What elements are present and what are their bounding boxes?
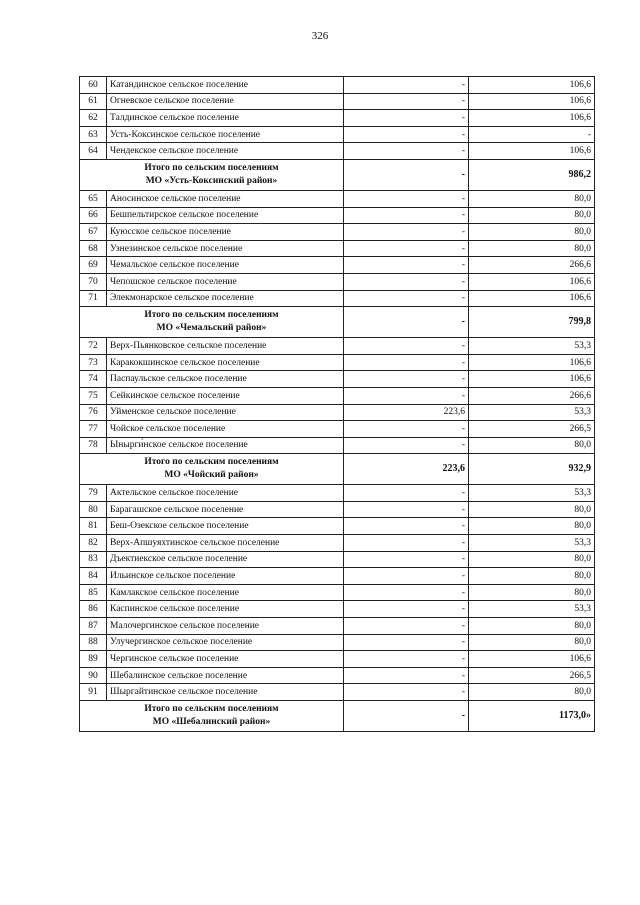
value-col-2: 266,5: [469, 421, 595, 438]
table-row: [80, 257, 595, 274]
settlement-name: Камлакское сельское поселение: [107, 584, 344, 601]
subtotal-label-line2: МО «Чойский район»: [164, 470, 259, 481]
settlement-name: Ынырги́нское сельское поселение: [107, 437, 344, 454]
table-row: [80, 651, 595, 668]
settlement-name: Усть-Коксинское сельское поселение: [107, 126, 344, 143]
table-row: [80, 387, 595, 404]
settlement-name: Чепошское сельское поселение: [107, 273, 344, 290]
subtotal-label-line1: Итого по сельским поселениям: [144, 457, 279, 468]
settlement-name: Улучергинское сельское поселение: [107, 634, 344, 651]
row-number: 91: [80, 684, 107, 701]
subtotal-label-line1: Итого по сельским поселениям: [144, 162, 279, 173]
table-row: [80, 568, 595, 585]
value-col-2: 106,6: [469, 273, 595, 290]
table-row: [80, 437, 595, 454]
settlement-name: Малочергинское сельское поселение: [107, 618, 344, 635]
value-col-2: -: [469, 126, 595, 143]
value-col-2: 80,0: [469, 551, 595, 568]
table-row: [80, 110, 595, 127]
settlement-name: Шебалинское сельское поселение: [107, 667, 344, 684]
row-number: 71: [80, 290, 107, 307]
table-row: [80, 126, 595, 143]
table-row: [80, 338, 595, 355]
settlement-name: Ильинское сельское поселение: [107, 568, 344, 585]
row-number: 84: [80, 568, 107, 585]
value-col-1: -: [344, 501, 469, 518]
value-col-2: 106,6: [469, 77, 595, 94]
subtotal-label: [80, 454, 344, 485]
row-number: 90: [80, 667, 107, 684]
settlement-name: Узнезинское сельское поселение: [107, 240, 344, 257]
settlement-name: Актельское сельское поселение: [107, 485, 344, 502]
row-number: 86: [80, 601, 107, 618]
subtotal-row: [80, 307, 595, 338]
value-col-2: 80,0: [469, 240, 595, 257]
row-number: 72: [80, 338, 107, 355]
value-col-1: -: [344, 618, 469, 635]
row-number: 83: [80, 551, 107, 568]
value-col-2: 53,3: [469, 601, 595, 618]
settlement-name: Беш-Озекское сельское поселение: [107, 518, 344, 535]
settlement-name: Сейкинское сельское поселение: [107, 387, 344, 404]
subtotal-value-1: 223,6: [344, 454, 469, 485]
row-number: 67: [80, 224, 107, 241]
table-row: [80, 371, 595, 388]
subtotal-value-1: -: [344, 159, 469, 190]
value-col-2: 106,6: [469, 354, 595, 371]
subtotal-label-line2: МО «Усть-Коксинский район»: [145, 175, 278, 186]
table-row: [80, 501, 595, 518]
table-row: [80, 551, 595, 568]
settlement-name: Чергинское сельское поселение: [107, 651, 344, 668]
value-col-1: -: [344, 437, 469, 454]
table-row: [80, 207, 595, 224]
value-col-2: 53,3: [469, 338, 595, 355]
subtotal-value-2: 799,8: [469, 307, 595, 338]
value-col-1: -: [344, 273, 469, 290]
settlement-name: Шыргайтинское сельское поселение: [107, 684, 344, 701]
table-row: [80, 535, 595, 552]
value-col-2: 80,0: [469, 207, 595, 224]
settlement-name: Чендекское сельское поселение: [107, 143, 344, 160]
row-number: 78: [80, 437, 107, 454]
value-col-2: 106,6: [469, 290, 595, 307]
settlement-name: Элекмонарское сельское поселение: [107, 290, 344, 307]
value-col-2: 80,0: [469, 224, 595, 241]
value-col-2: 80,0: [469, 518, 595, 535]
row-number: 87: [80, 618, 107, 635]
settlement-name: Талдинское сельское поселение: [107, 110, 344, 127]
value-col-1: -: [344, 551, 469, 568]
value-col-1: -: [344, 93, 469, 110]
value-col-2: 80,0: [469, 437, 595, 454]
row-number: 63: [80, 126, 107, 143]
row-number: 80: [80, 501, 107, 518]
value-col-2: 80,0: [469, 584, 595, 601]
subtotal-label: [80, 307, 344, 338]
row-number: 74: [80, 371, 107, 388]
row-number: 88: [80, 634, 107, 651]
value-col-1: -: [344, 110, 469, 127]
value-col-1: -: [344, 684, 469, 701]
value-col-2: 106,6: [469, 371, 595, 388]
settlement-name: Верх-Пьянковское сельское поселение: [107, 338, 344, 355]
settlement-name: Барагашское сельское поселение: [107, 501, 344, 518]
value-col-1: -: [344, 290, 469, 307]
row-number: 69: [80, 257, 107, 274]
row-number: 75: [80, 387, 107, 404]
subtotal-value-2: 1173,0»: [469, 701, 595, 732]
value-col-1: -: [344, 651, 469, 668]
value-col-1: -: [344, 371, 469, 388]
allocation-table: [79, 76, 595, 732]
value-col-1: -: [344, 485, 469, 502]
table-row: [80, 601, 595, 618]
subtotal-label-line2: МО «Чемальский район»: [156, 323, 267, 334]
settlement-name: Катандинское сельское поселение: [107, 77, 344, 94]
row-number: 64: [80, 143, 107, 160]
settlement-name: Аносинское сельское поселение: [107, 190, 344, 207]
value-col-1: 223,6: [344, 404, 469, 421]
table-row: [80, 224, 595, 241]
settlement-name: Чойское сельское поселение: [107, 421, 344, 438]
table-row: [80, 240, 595, 257]
table-row: [80, 354, 595, 371]
row-number: 89: [80, 651, 107, 668]
row-number: 82: [80, 535, 107, 552]
value-col-2: 80,0: [469, 618, 595, 635]
value-col-2: 106,6: [469, 143, 595, 160]
row-number: 77: [80, 421, 107, 438]
row-number: 70: [80, 273, 107, 290]
value-col-1: -: [344, 568, 469, 585]
value-col-2: 80,0: [469, 190, 595, 207]
settlement-name: Каспинское сельское поселение: [107, 601, 344, 618]
row-number: 76: [80, 404, 107, 421]
value-col-2: 106,6: [469, 651, 595, 668]
value-col-2: 53,3: [469, 485, 595, 502]
value-col-2: 266,5: [469, 667, 595, 684]
value-col-1: -: [344, 207, 469, 224]
value-col-1: -: [344, 77, 469, 94]
table-row: [80, 584, 595, 601]
table-row: [80, 404, 595, 421]
row-number: 73: [80, 354, 107, 371]
value-col-1: -: [344, 190, 469, 207]
settlement-name: Дъектиекское сельское поселение: [107, 551, 344, 568]
settlement-name: Куюсское сельское поселение: [107, 224, 344, 241]
table-row: [80, 77, 595, 94]
table-row: [80, 618, 595, 635]
value-col-2: 106,6: [469, 93, 595, 110]
subtotal-value-1: -: [344, 701, 469, 732]
table-row: [80, 143, 595, 160]
subtotal-value-1: -: [344, 307, 469, 338]
value-col-1: -: [344, 354, 469, 371]
table-row: [80, 518, 595, 535]
subtotal-label-line2: МО «Шебалинский район»: [152, 717, 271, 727]
table-row: [80, 273, 595, 290]
settlement-name: Паспаульское сельское поселение: [107, 371, 344, 388]
settlement-name: Верх-Апшуяхтинское сельское поселение: [107, 535, 344, 552]
settlement-name: Огневское сельское поселение: [107, 93, 344, 110]
table-row: [80, 634, 595, 651]
settlement-name: Бешпельтирское сельское поселение: [107, 207, 344, 224]
table-row: [80, 190, 595, 207]
table-body: [80, 77, 595, 732]
value-col-1: -: [344, 601, 469, 618]
settlement-name: Чемальское сельское поселение: [107, 257, 344, 274]
value-col-1: -: [344, 240, 469, 257]
table-row: [80, 290, 595, 307]
table-row: [80, 93, 595, 110]
subtotal-value-2: 986,2: [469, 159, 595, 190]
value-col-1: -: [344, 535, 469, 552]
table-row: [80, 667, 595, 684]
value-col-2: 53,3: [469, 404, 595, 421]
row-number: 61: [80, 93, 107, 110]
value-col-2: 53,3: [469, 535, 595, 552]
row-number: 79: [80, 485, 107, 502]
value-col-1: -: [344, 584, 469, 601]
value-col-2: 80,0: [469, 634, 595, 651]
value-col-1: -: [344, 257, 469, 274]
subtotal-row: [80, 701, 595, 732]
row-number: 66: [80, 207, 107, 224]
subtotal-row: [80, 159, 595, 190]
table-row: [80, 485, 595, 502]
value-col-2: 266,6: [469, 257, 595, 274]
subtotal-row: [80, 454, 595, 485]
value-col-1: -: [344, 224, 469, 241]
value-col-1: -: [344, 126, 469, 143]
value-col-1: -: [344, 518, 469, 535]
settlement-name: Каракокшинское сельское поселение: [107, 354, 344, 371]
value-col-1: -: [344, 634, 469, 651]
row-number: 85: [80, 584, 107, 601]
subtotal-label: [80, 159, 344, 190]
value-col-2: 80,0: [469, 568, 595, 585]
settlement-name: Уйменское сельское поселение: [107, 404, 344, 421]
subtotal-value-2: 932,9: [469, 454, 595, 485]
row-number: 62: [80, 110, 107, 127]
subtotal-label: [80, 701, 344, 732]
table-row: [80, 684, 595, 701]
value-col-1: -: [344, 387, 469, 404]
value-col-2: 106,6: [469, 110, 595, 127]
value-col-2: 80,0: [469, 684, 595, 701]
subtotal-label-line1: Итого по сельским поселениям: [144, 704, 279, 714]
value-col-1: -: [344, 667, 469, 684]
table-row: [80, 421, 595, 438]
value-col-2: 80,0: [469, 501, 595, 518]
page-number: 326: [311, 30, 329, 42]
row-number: 65: [80, 190, 107, 207]
row-number: 81: [80, 518, 107, 535]
value-col-2: 266,6: [469, 387, 595, 404]
row-number: 68: [80, 240, 107, 257]
row-number: 60: [80, 77, 107, 94]
value-col-1: -: [344, 338, 469, 355]
value-col-1: -: [344, 143, 469, 160]
subtotal-label-line1: Итого по сельским поселениям: [144, 310, 279, 321]
value-col-1: -: [344, 421, 469, 438]
